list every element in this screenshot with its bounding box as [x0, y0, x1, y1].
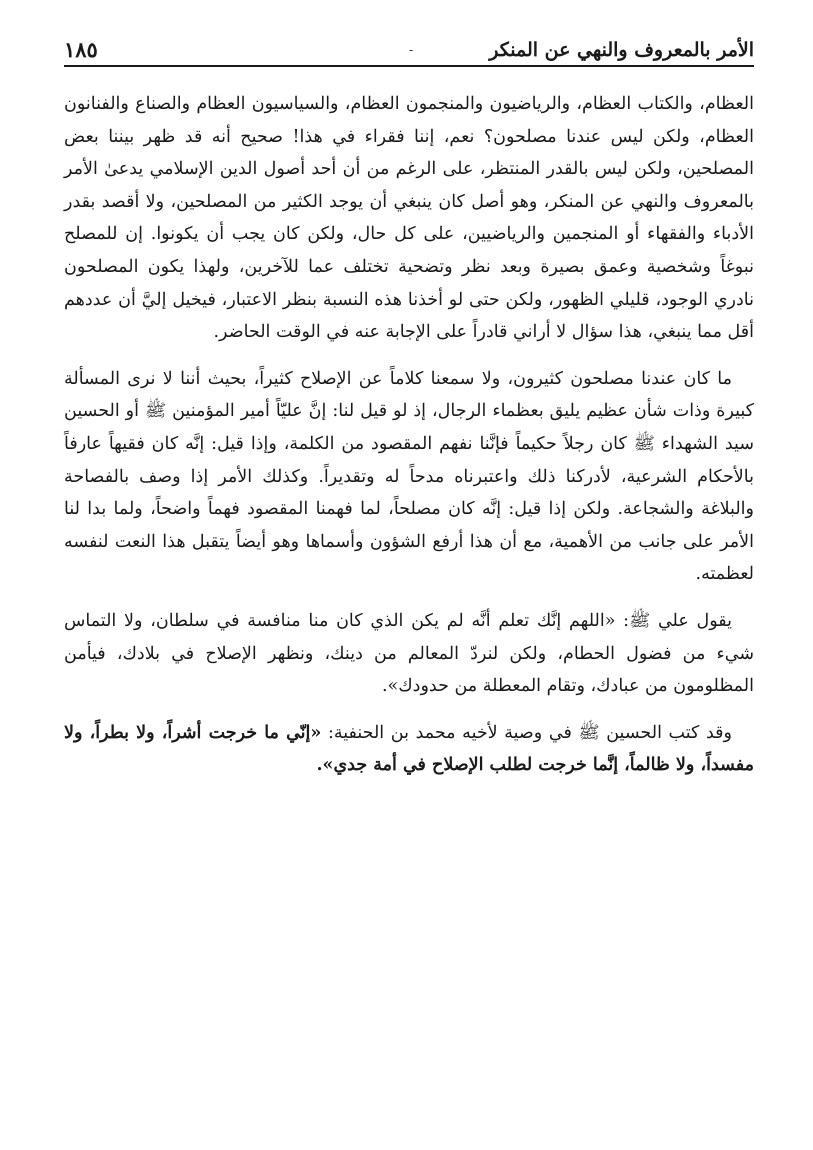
- paragraph-1: [64, 88, 754, 349]
- running-title: الأمر بالمعروف والنهي عن المنكر: [489, 39, 754, 62]
- paragraph-4: [64, 717, 754, 782]
- book-page: [64, 26, 754, 782]
- paragraph-4-text: وقد كتب الحسين ﷺ في وصية لأخيه محمد بن الحنفية:: [321, 722, 732, 743]
- header-mark: -: [409, 43, 414, 57]
- paragraph-3-text: يقول علي ﷺ: «اللهم إنَّك تعلم أنَّه لم يكن الذي كان منا منافسة في سلطان، ولا التماس شيء من فضول الحطام، ولكن لنردّ المعالم من دينك، ونظهر الإصلاح في بلادك، فيأمن المظلومون من عبادك، وتقام المعطلة من حدودك».: [64, 610, 754, 697]
- paragraph-2: [64, 363, 754, 591]
- page-header: [64, 26, 754, 67]
- page-number: ١٨٥: [64, 36, 98, 62]
- paragraph-4-quote: «إنّي ما خرجت أشراً، ولا بطراً، ولا مفسداً، ولا ظالماً، إنَّما خرجت لطلب الإصلاح في أمة جدي».: [64, 722, 754, 776]
- paragraph-3: [64, 605, 754, 703]
- paragraph-1-text: العظام، والكتاب العظام، والرياضيون والمنجمون العظام، والسياسيون العظام والصناع والفنانون العظام، ولكن ليس عندنا مصلحون؟ نعم، إننا فقراء في هذا! صحيح أنه قد ظهر بيننا بعض المصلحين، ولكن ليس بالقدر المنتظر، على الرغم من أن أحد أصول الدين الإسلامي يدعىٰ الأمر بالمعروف والنهي عن المنكر، وهو أصل كان ينبغي أن يوجد الكثير من المصلحين، ولا أقصد بقدر الأدباء والفقهاء أو المنجمين والرياضيين، على كل حال، ولكن كان يجب أن يكونوا. إن للمصلح نبوغاً وشخصية وعمق بصيرة وبعد نظر وتضحية تختلف عما للآخرين، ولهذا يكون المصلحون نادري الوجود، قليلي الظهور، ولكن حتى لو أخذنا هذه النسبة بنظر الاعتبار، فيخيل إليَّ أن عددهم أقل مما ينبغي، هذا سؤال لا أراني قادراً على الإجابة عنه في الوقت الحاضر.: [64, 94, 754, 343]
- body-text: [64, 88, 754, 782]
- paragraph-2-text: ما كان عندنا مصلحون كثيرون، ولا سمعنا كلاماً عن الإصلاح كثيراً، بحيث أننا لا نرى المسألة كبيرة وذات شأن عظيم يليق بعظماء الرجال، إذ لو قيل لنا: إنَّ عليّاً أمير المؤمنين ﷺ أو الحسين سيد الشهداء ﷺ كان رجلاً حكيماً فإنَّنا نفهم المقصود من الكلمة، وإذا قيل: إنَّه كان فقيهاً عارفاً بالأحكام الشرعية، لأدركنا ذلك واعتبرناه مدحاً له وتقديراً. وكذلك الأمر إذا وصف بالفصاحة والبلاغة والشجاعة. ولكن إذا قيل: إنَّه كان مصلحاً، لما فهمنا المقصود فهماً واضحاً، ولما بدا لنا الأمر على جانب من الأهمية، مع أن هذا أرفع الشؤون وأسماها وهو أيضاً يتقبل هذا النعت لنفسه لعظمته.: [64, 368, 754, 585]
